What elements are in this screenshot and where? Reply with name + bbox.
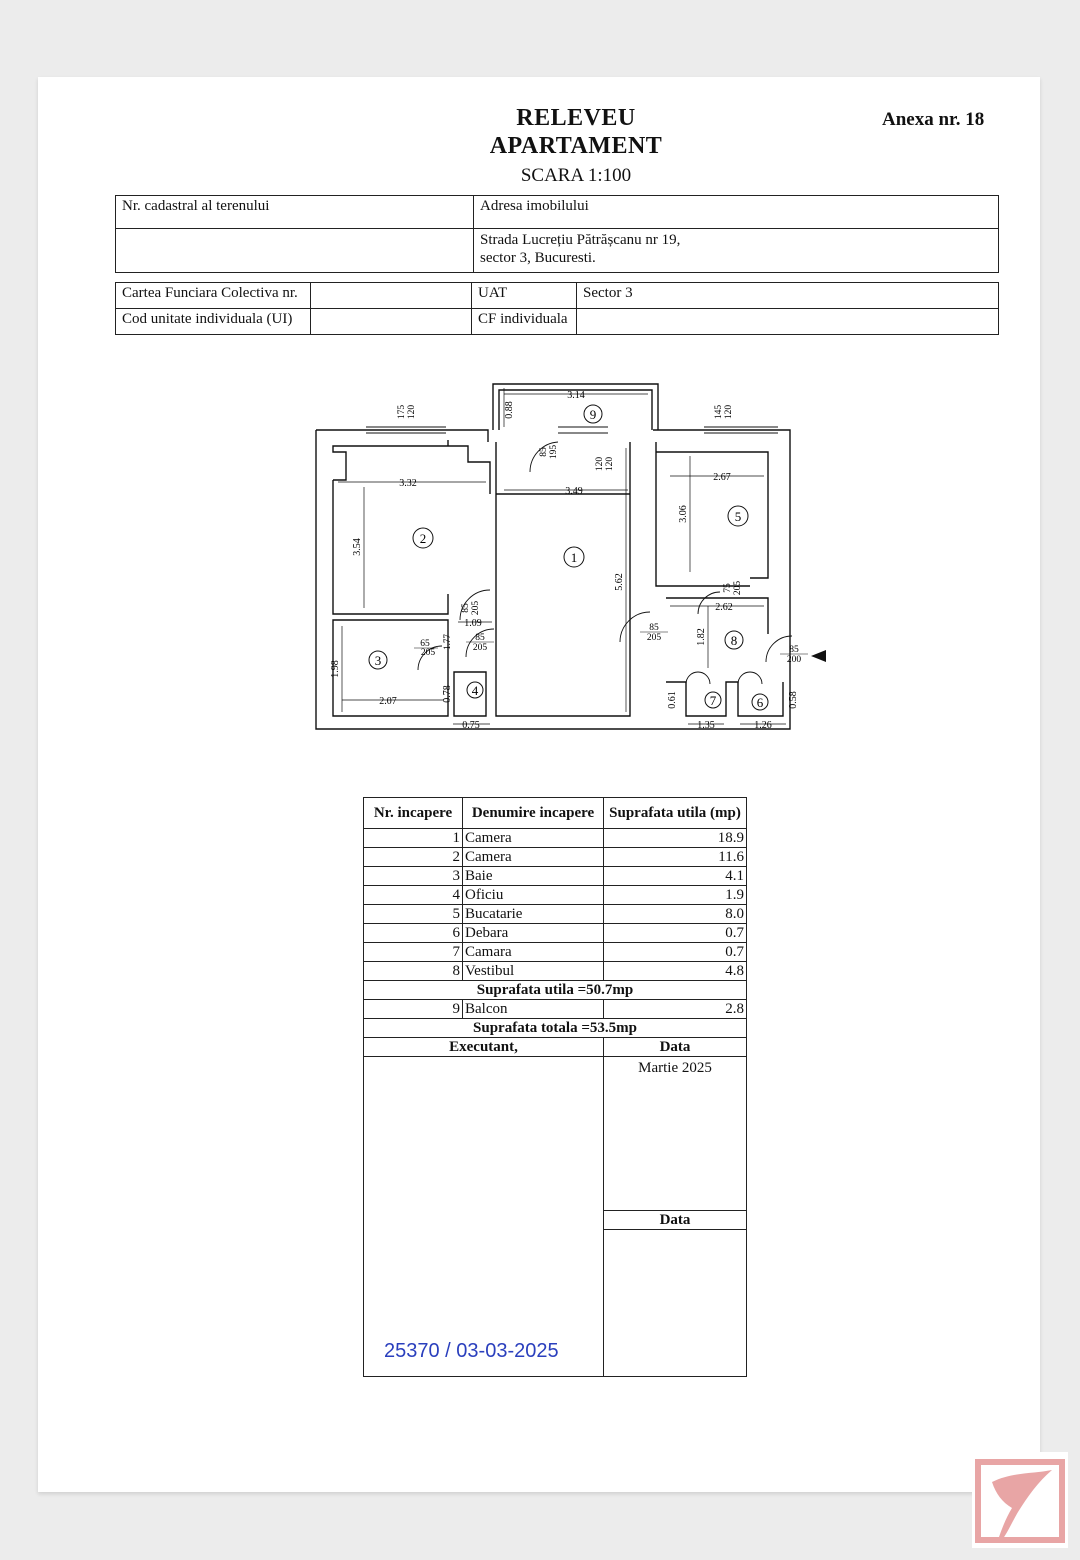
row-name: Baie: [463, 867, 604, 886]
row-nr: 9: [364, 1000, 463, 1019]
property-info-table: [115, 195, 999, 273]
row-area: 1.9: [604, 886, 747, 905]
data-label-2: Data: [604, 1211, 746, 1230]
row-area: 4.1: [604, 867, 747, 886]
row-name: Camera: [463, 848, 604, 867]
dim-r3-height: 1.98: [330, 660, 341, 678]
row-nr: 4: [364, 886, 463, 905]
door-r1-width: 85: [649, 623, 659, 633]
row-name: Camera: [463, 829, 604, 848]
row-nr: 3: [364, 867, 463, 886]
data-cell-2: [604, 1211, 747, 1377]
door-entry-height: 200: [786, 655, 802, 665]
total-row: Suprafata totala =53.5mp: [364, 1019, 747, 1038]
brand-logo-icon: [972, 1452, 1068, 1548]
row-area: 2.8: [604, 1000, 747, 1019]
address-line2: sector 3, Bucuresti.: [480, 250, 596, 266]
col-header-name: Denumire incapere: [463, 798, 604, 829]
row-nr: 1: [364, 829, 463, 848]
scale-label: SCARA 1:100: [520, 165, 632, 186]
annex-label: Anexa nr. 18: [882, 109, 985, 130]
door-balcony-height: 195: [549, 444, 559, 460]
dim-r2-height: 3.54: [352, 538, 363, 556]
cf-colectiva-label: Cartea Funciara Colectiva nr.: [116, 283, 311, 309]
door-balcony-width: 85: [539, 447, 549, 457]
door-r3-height: 205: [420, 648, 436, 658]
row-name: Oficiu: [463, 886, 604, 905]
table-row: [364, 829, 747, 848]
address-label: Adresa imobilului: [474, 196, 999, 229]
window-r2-width: 175: [397, 404, 407, 420]
window-r1-height: 120: [605, 456, 615, 472]
door-r5-width: 75: [723, 583, 733, 593]
executant-cell: [364, 1057, 604, 1377]
table-row: [364, 924, 747, 943]
door-hall-height: 205: [472, 643, 488, 653]
ui-value: [311, 309, 472, 335]
window-r5-width: 145: [714, 404, 724, 420]
dim-r4-height: 0.78: [442, 685, 453, 703]
dim-r7-height: 0.61: [667, 691, 678, 709]
row-name: Camara: [463, 943, 604, 962]
table-row: [364, 962, 747, 981]
table-row: [364, 848, 747, 867]
address-value: [474, 229, 999, 273]
ui-label: Cod unitate individuala (UI): [116, 309, 311, 335]
door-r3-width: 65: [420, 639, 430, 649]
cf-colectiva-value: [311, 283, 472, 309]
entry-arrow-icon: [811, 650, 826, 662]
dim-r5-height: 3.06: [678, 505, 689, 523]
data-label: Data: [604, 1038, 747, 1057]
title-line2: APARTAMENT: [489, 133, 663, 159]
table-row: [364, 905, 747, 924]
row-name: Debara: [463, 924, 604, 943]
data-value: Martie 2025: [604, 1057, 747, 1211]
door-r2-width: 85: [461, 603, 471, 613]
dim-r5-width: 2.67: [713, 472, 731, 483]
table-row: [364, 943, 747, 962]
row-area: 4.8: [604, 962, 747, 981]
room-label-2: 2: [419, 531, 427, 546]
registration-stamp: 25370 / 03-03-2025: [384, 1340, 559, 1362]
dim-small-177: 1.77: [442, 634, 452, 650]
room-label-8: 8: [730, 633, 738, 648]
subtotal-row: Suprafata utila =50.7mp: [364, 981, 747, 1000]
table-row: [364, 867, 747, 886]
room-label-5: 5: [734, 509, 742, 524]
room-label-4: 4: [471, 683, 479, 698]
room-label-1: 1: [570, 550, 578, 565]
rooms-table: [363, 797, 747, 1377]
window-r2-height: 120: [407, 404, 417, 420]
row-nr: 2: [364, 848, 463, 867]
room-label-6: 6: [756, 695, 764, 710]
uat-label: UAT: [472, 283, 577, 309]
row-nr: 8: [364, 962, 463, 981]
dim-r7-width: 1.35: [697, 720, 715, 731]
cf-individuala-value: [577, 309, 999, 335]
door-r1-height: 205: [646, 633, 662, 643]
floor-plan: [308, 372, 838, 737]
window-r1-width: 120: [595, 456, 605, 472]
col-header-nr: Nr. incapere: [364, 798, 463, 829]
dim-hall-width: 1.09: [464, 618, 482, 629]
table-row: [364, 1000, 747, 1019]
address-line1: Strada Lucrețiu Pătrășcanu nr 19,: [480, 232, 681, 248]
col-header-area: Suprafata utila (mp): [604, 798, 747, 829]
unit-info-table: [115, 282, 999, 335]
door-entry-width: 85: [789, 645, 799, 655]
uat-value: Sector 3: [577, 283, 999, 309]
row-nr: 5: [364, 905, 463, 924]
door-hall-width: 85: [475, 633, 485, 643]
row-name: Vestibul: [463, 962, 604, 981]
dim-r8-width: 2.62: [715, 602, 733, 613]
table-row: [364, 886, 747, 905]
row-area: 11.6: [604, 848, 747, 867]
door-r5-height: 205: [733, 580, 743, 596]
row-nr: 7: [364, 943, 463, 962]
row-nr: 6: [364, 924, 463, 943]
dim-r6-width: 1.26: [754, 720, 772, 731]
title-line1: RELEVEU: [516, 105, 636, 131]
row-area: 0.7: [604, 924, 747, 943]
dim-balcony-depth: 0.88: [504, 401, 515, 419]
cf-individuala-label: CF individuala: [472, 309, 577, 335]
dim-r6-height: 0.58: [788, 691, 799, 709]
row-area: 8.0: [604, 905, 747, 924]
row-name: Balcon: [463, 1000, 604, 1019]
executant-label: Executant,: [364, 1038, 604, 1057]
dim-r2-width: 3.32: [399, 478, 417, 489]
row-area: 18.9: [604, 829, 747, 848]
document-page: [38, 77, 1040, 1492]
window-r5-height: 120: [724, 404, 734, 420]
dim-r4-width: 0.75: [462, 720, 480, 731]
dim-balcony-width: 3.14: [567, 390, 585, 401]
room-label-9: 9: [589, 407, 597, 422]
cadastral-label: Nr. cadastral al terenului: [116, 196, 474, 229]
dim-r1-height: 5.62: [614, 573, 625, 591]
dim-r1-width: 3.49: [565, 486, 583, 497]
cadastral-value: [116, 229, 474, 273]
dim-r8-height: 1.82: [696, 628, 707, 646]
row-area: 0.7: [604, 943, 747, 962]
dim-r3-width: 2.07: [379, 696, 397, 707]
door-r2-height: 205: [471, 600, 481, 616]
row-name: Bucatarie: [463, 905, 604, 924]
room-label-7: 7: [709, 693, 717, 708]
room-label-3: 3: [374, 653, 382, 668]
